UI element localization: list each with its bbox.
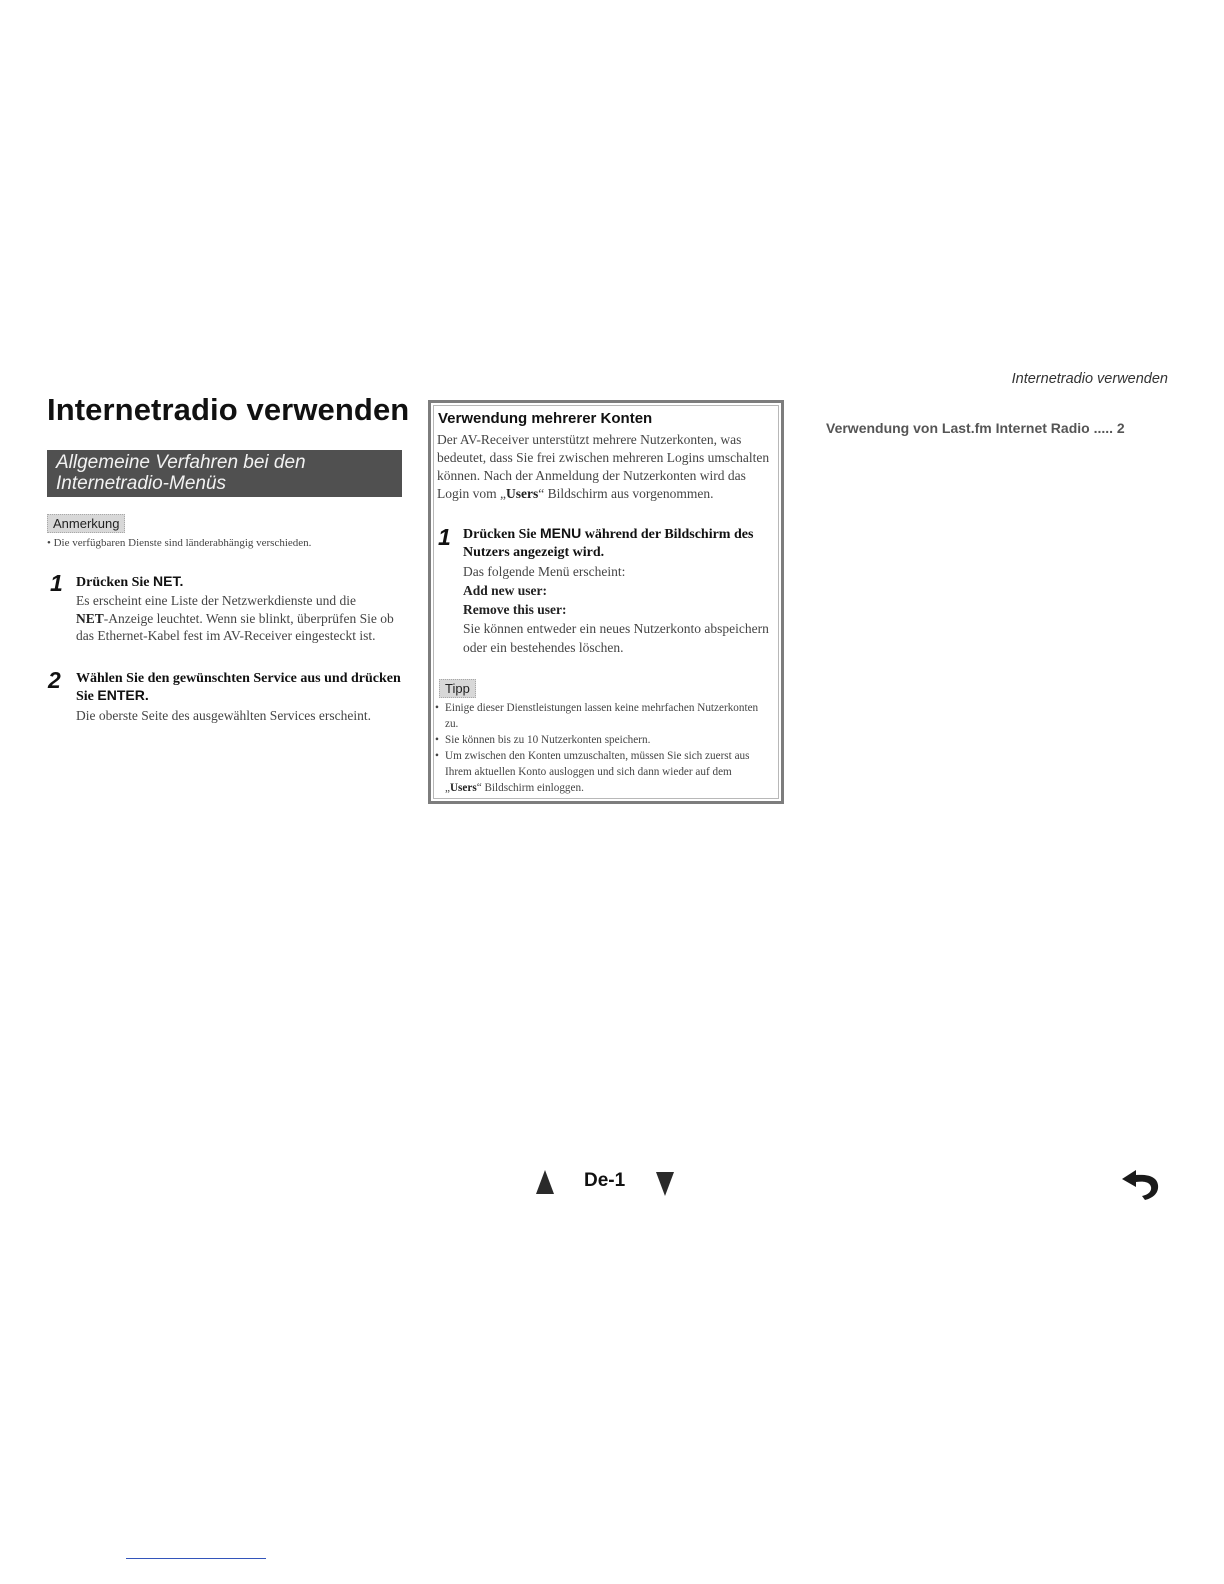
step1-body [76,592,406,645]
box-step-body [463,562,778,657]
section-banner-line2: Internetradio-Menüs [56,473,227,494]
menu-key-label: MENU [540,525,582,541]
step2-number: 2 [48,667,61,693]
running-header: Internetradio verwenden [1011,371,1168,387]
step2-title-text: Wählen Sie den gewünschten Service aus und drücken Sie [76,671,401,704]
box-intro-users: Users [506,486,539,501]
step1-net-word: NET [76,610,104,626]
footer-rule [126,1558,266,1559]
note-label: Anmerkung [47,514,125,533]
box-step-number: 1 [438,524,451,550]
section-banner-line1: Allgemeine Verfahren bei den [56,452,306,473]
step1-number: 1 [50,570,63,596]
box-step-title-pre: Drücken Sie [463,527,540,542]
tips-label: Tipp [439,679,476,698]
option-add-new-user: Add new user: [463,583,548,598]
enter-key-label: ENTER. [97,687,149,703]
box-step-title-post: während der Bildschirm des Nutzers angezeigt wird. [463,527,754,560]
toc-link-lastfm[interactable]: Verwendung von Last.fm Internet Radio ..... 2 [826,420,1125,436]
tip-item: • Einige dieser Dienstleistungen lassen keine mehrfachen Nutzerkonten zu. [435,700,770,732]
box-intro-text: Der AV-Receiver unterstützt mehrere Nutzerkonten, was bedeutet, dass Sie frei zwischen mehreren Logins umschalten können. Nach der Anmeldung der Nutzerkonten wird das Login vom „ [437,432,770,501]
net-key-label: NET. [153,573,184,589]
box-menu-intro: Das folgende Menü erscheint: [463,564,626,579]
step1-body-line1: Es erscheint eine Liste der Netzwerkdienste und die [76,593,357,608]
step2-title [76,670,406,705]
tip-item-text: Um zwischen den Konten umzuschalten, müssen Sie sich zuerst aus Ihrem aktuellen Konto ausloggen und sich dann wieder auf dem „ [445,750,750,794]
step1-title [76,573,183,591]
section-banner [47,450,402,497]
tips-list [435,700,770,796]
page-title: Internetradio verwenden [47,392,410,427]
step2-body: Die oberste Seite des ausgewählten Services erscheint. [76,708,372,723]
page-number: De-1 [584,1170,626,1191]
tip-item-users: Users [449,782,477,794]
step1-title-text: Drücken Sie [76,575,153,590]
next-page-icon[interactable] [656,1172,674,1196]
previous-page-icon[interactable] [536,1170,554,1194]
box-title: Verwendung mehrerer Konten [438,410,653,427]
note-text: • Die verfügbaren Dienste sind länderabhängig verschieden. [47,537,312,549]
option-remove-this-user: Remove this user: [463,602,567,617]
tip-item [435,748,770,796]
box-step-text: Sie können entweder ein neues Nutzerkonto abspeichern oder ein bestehendes löschen. [463,621,769,655]
box-step-title [463,524,778,562]
box-intro-end: “ Bildschirm aus vorgenommen. [538,486,714,501]
return-icon[interactable] [1120,1160,1164,1200]
tip-item-end: “ Bildschirm einloggen. [476,782,584,794]
box-intro [437,431,777,503]
step1-body-rest: -Anzeige leuchtet. Wenn sie blinkt, überprüfen Sie ob das Ethernet-Kabel fest im AV-Receiver eingesteckt ist. [76,610,394,643]
tip-item: • Sie können bis zu 10 Nutzerkonten speichern. [435,732,770,748]
note-text-content: Die verfügbaren Dienste sind länderabhängig verschieden. [53,537,312,549]
